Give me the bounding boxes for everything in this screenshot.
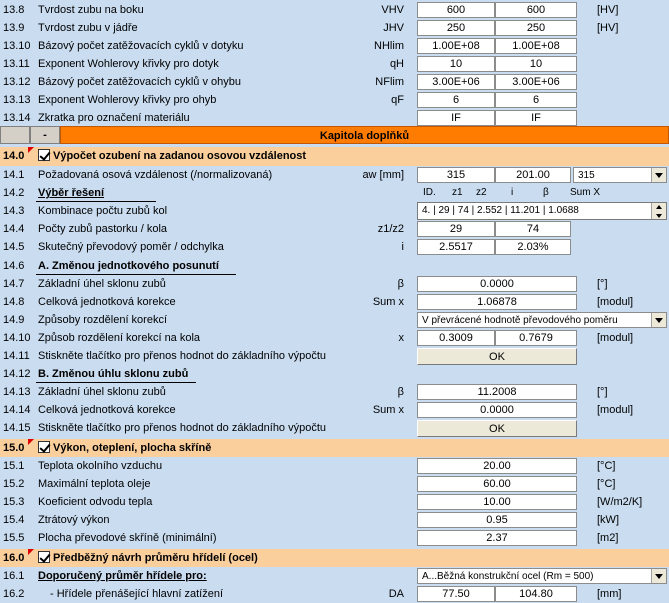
chapter-collapse-button[interactable]: - xyxy=(30,126,60,144)
row-unit: [°] xyxy=(597,386,608,398)
total-correction-value: 1.06878 xyxy=(417,294,577,310)
row-symbol: qF xyxy=(391,94,404,106)
row-number: 15.5 xyxy=(3,532,25,544)
row-14-4 xyxy=(0,220,669,238)
row-symbol: qH xyxy=(389,58,404,70)
row-description: Bázový počet zatěžovacích cyklů v dotyku xyxy=(38,40,244,52)
row-symbol xyxy=(330,109,406,127)
row-symbol: DA xyxy=(388,588,404,600)
list-header-beta: β xyxy=(543,187,549,198)
table-row xyxy=(0,493,669,511)
chevron-down-icon[interactable] xyxy=(651,569,666,583)
listbox-scrollbar[interactable] xyxy=(651,203,666,219)
row-description: Stiskněte tlačítko pro přenos hodnot do základního výpočtu xyxy=(38,422,327,434)
row-number: 14.5 xyxy=(3,241,25,253)
table-row xyxy=(0,1,669,19)
chapter-title: Kapitola doplňků xyxy=(60,126,669,144)
total-correction-b-value: 0.0000 xyxy=(417,402,577,418)
table-row xyxy=(0,91,669,109)
row-description: Plocha převodové skříně (minimální) xyxy=(38,532,217,544)
table-row xyxy=(0,55,669,73)
row-symbol: Sum x xyxy=(372,296,404,308)
teeth-pinion-value: 29 xyxy=(417,221,495,237)
axis-distance-input[interactable]: 315 xyxy=(417,167,495,183)
row-unit: [m2] xyxy=(597,532,619,544)
teeth-gear-value: 74 xyxy=(495,221,571,237)
list-header-id: ID. xyxy=(423,187,436,198)
table-row xyxy=(0,109,669,127)
row-number: 15.3 xyxy=(3,496,25,508)
value-field: 2.37 xyxy=(417,530,577,546)
chevron-down-icon[interactable] xyxy=(651,168,666,182)
row-unit: [W/m2/K] xyxy=(597,496,643,508)
row-symbol: β xyxy=(397,386,404,398)
row-symbol: VHV xyxy=(381,4,404,16)
row-number: 13.10 xyxy=(3,40,31,52)
row-unit: [kW] xyxy=(597,514,619,526)
helix-angle-value: 0.0000 xyxy=(417,276,577,292)
row-number: 14.12 xyxy=(3,368,31,380)
row-16-1 xyxy=(0,567,669,585)
row-14-3 xyxy=(0,202,669,220)
row-symbol: i xyxy=(401,241,404,253)
comment-marker-icon xyxy=(28,439,34,445)
section-16-checkbox[interactable] xyxy=(38,551,50,563)
row-number: 14.6 xyxy=(3,260,25,272)
section-title: Předběžný návrh průměru hřídelí (ocel) xyxy=(36,549,366,567)
comment-marker-icon xyxy=(28,147,34,153)
row-number: 13.12 xyxy=(3,76,31,88)
row-unit: [°C] xyxy=(597,478,616,490)
row-description: Teplota okolního vzduchu xyxy=(38,460,163,472)
pinion-value[interactable]: 10 xyxy=(417,56,495,72)
row-14-7 xyxy=(0,275,669,293)
row-description: Koeficient odvodu tepla xyxy=(38,496,153,508)
row-description: Doporučený průměr hřídele pro: xyxy=(38,570,207,582)
row-14-13 xyxy=(0,383,669,401)
comment-marker-icon xyxy=(28,549,34,555)
row-number: 14.13 xyxy=(3,386,31,398)
row-16-2 xyxy=(0,585,669,603)
row-symbol: NHlim xyxy=(374,40,404,52)
chapter-bar xyxy=(0,126,669,144)
table-row xyxy=(0,73,669,91)
value-field: 0.95 xyxy=(417,512,577,528)
row-description: Kombinace počtu zubů kol xyxy=(38,205,168,217)
row-number: 14.4 xyxy=(3,223,25,235)
row-14-14 xyxy=(0,401,669,419)
row-14-2 xyxy=(0,184,669,202)
row-symbol: x xyxy=(398,332,404,344)
helix-angle-b-value: 11.2008 xyxy=(417,384,577,400)
row-number: 14.10 xyxy=(3,332,31,344)
row-number: 13.9 xyxy=(3,22,25,34)
row-number: 15.4 xyxy=(3,514,25,526)
row-14-9 xyxy=(0,311,669,329)
row-unit: [HV] xyxy=(597,4,619,16)
pinion-value[interactable]: 6 xyxy=(417,92,495,108)
row-description: Celková jednotková korekce xyxy=(38,404,176,416)
pinion-value[interactable]: 3.00E+06 xyxy=(417,74,495,90)
section-14-checkbox[interactable] xyxy=(38,149,50,161)
gear-value[interactable]: IF xyxy=(495,110,577,126)
deviation-value: 2.03% xyxy=(495,239,571,255)
row-unit xyxy=(595,73,669,91)
row-unit xyxy=(595,91,669,109)
list-header-i: i xyxy=(511,187,514,198)
row-number: 14.8 xyxy=(3,296,25,308)
gear-value[interactable]: 6 xyxy=(495,92,577,108)
axis-distance-combo[interactable]: 315 xyxy=(573,167,667,183)
row-unit: [modul] xyxy=(597,332,634,344)
ok-button-a[interactable]: OK xyxy=(417,348,577,365)
row-unit: [modul] xyxy=(597,404,634,416)
row-14-8 xyxy=(0,293,669,311)
shaft-diameter-2: 104.80 xyxy=(495,586,577,602)
row-symbol: NFlim xyxy=(375,76,404,88)
shaft-diameter-1: 77.50 xyxy=(417,586,495,602)
gear-value[interactable]: 250 xyxy=(495,20,577,36)
section-15-header xyxy=(0,439,669,457)
row-number: 14.3 xyxy=(3,205,25,217)
row-number: 15.2 xyxy=(3,478,25,490)
table-row xyxy=(0,19,669,37)
table-row xyxy=(0,475,669,493)
row-14-15 xyxy=(0,419,669,437)
correction-x2-value: 0.7679 xyxy=(495,330,577,346)
gear-value[interactable]: 600 xyxy=(495,2,577,18)
row-number: 14.11 xyxy=(3,350,30,362)
row-description: Způsob rozdělení korekcí na kola xyxy=(38,332,201,344)
section-number: 16.0 xyxy=(3,552,25,564)
subsection-title: B. Změnou úhlu sklonu zubů xyxy=(38,368,189,380)
section-16-header xyxy=(0,549,669,567)
steel-type-combo[interactable]: A...Běžná konstrukční ocel (Rm = 500) xyxy=(417,568,667,584)
row-description: Exponent Wohlerovy křivky pro dotyk xyxy=(38,58,219,70)
value-field[interactable]: 10.00 xyxy=(417,494,577,510)
row-description: Požadovaná osová vzdálenost (/normalizovaná) xyxy=(38,169,273,181)
value-field[interactable]: 60.00 xyxy=(417,476,577,492)
row-number: 16.2 xyxy=(3,588,25,600)
row-symbol: z1/z2 xyxy=(377,223,404,235)
row-description: Základní úhel sklonu zubů xyxy=(38,386,166,398)
row-description: Tvrdost zubu v jádře xyxy=(38,22,138,34)
row-symbol: β xyxy=(397,278,404,290)
row-number: 14.15 xyxy=(3,422,31,434)
table-row xyxy=(0,511,669,529)
row-number: 13.14 xyxy=(3,112,31,124)
list-header-z1: z1 xyxy=(452,187,463,198)
table-row xyxy=(0,457,669,475)
row-description: Maximální teplota oleje xyxy=(38,478,151,490)
row-description: Způsoby rozdělení korekcí xyxy=(38,314,168,326)
row-number: 14.1 xyxy=(3,169,25,181)
section-number: 14.0 xyxy=(3,150,25,162)
row-unit xyxy=(595,37,669,55)
section-14-header xyxy=(0,147,669,166)
row-14-11 xyxy=(0,347,669,365)
table-row xyxy=(0,529,669,547)
axis-distance-normalized: 201.00 xyxy=(495,167,571,183)
section-title: Výkon, oteplení, plocha skříně xyxy=(36,439,366,457)
row-unit: [mm] xyxy=(597,588,622,600)
row-number: 13.13 xyxy=(3,94,31,106)
pinion-value[interactable]: 600 xyxy=(417,2,495,18)
row-number: 14.9 xyxy=(3,314,25,326)
gear-value[interactable]: 10 xyxy=(495,56,577,72)
row-description: Celková jednotková korekce xyxy=(38,296,176,308)
row-unit xyxy=(595,55,669,73)
row-number: 16.1 xyxy=(3,570,25,582)
combination-listbox[interactable] xyxy=(417,202,667,220)
row-number: 13.11 xyxy=(3,58,30,70)
table-row xyxy=(0,37,669,55)
row-description: Tvrdost zubu na boku xyxy=(38,4,144,16)
row-number: 15.1 xyxy=(3,460,25,472)
row-number: 14.7 xyxy=(3,278,25,290)
row-14-5 xyxy=(0,238,669,256)
list-header-sumx: Sum X xyxy=(570,187,601,198)
row-14-12 xyxy=(0,365,669,383)
row-description: Stiskněte tlačítko pro přenos hodnot do základního výpočtu xyxy=(38,350,327,362)
value-field[interactable]: 20.00 xyxy=(417,458,577,474)
row-number: 14.14 xyxy=(3,404,31,416)
section-15-checkbox[interactable] xyxy=(38,441,50,453)
pinion-value[interactable]: 1.00E+08 xyxy=(417,38,495,54)
row-description: Počty zubů pastorku / kola xyxy=(38,223,168,235)
row-description: Exponent Wohlerovy křivky pro ohyb xyxy=(38,94,217,106)
row-number: 13.8 xyxy=(3,4,25,16)
section-number: 15.0 xyxy=(3,442,25,454)
row-unit: [°C] xyxy=(597,460,616,472)
chapter-plus-button[interactable] xyxy=(0,126,30,144)
row-description: - Hřídele přenášející hlavní zatížení xyxy=(50,588,224,600)
row-symbol: aw [mm] xyxy=(362,169,404,181)
row-description: Zkratka pro označení materiálu xyxy=(38,112,190,124)
ok-button-b[interactable]: OK xyxy=(417,420,577,437)
row-unit xyxy=(595,109,669,127)
section-title: Výpočet ozubení na zadanou osovou vzdálenost xyxy=(36,147,366,165)
row-symbol: Sum x xyxy=(372,404,404,416)
row-14-6 xyxy=(0,257,669,275)
row-unit: [°] xyxy=(597,278,608,290)
row-description: Bázový počet zatěžovacích cyklů v ohybu xyxy=(38,76,241,88)
row-unit: [HV] xyxy=(597,22,619,34)
row-number: 14.2 xyxy=(3,187,25,199)
row-symbol: JHV xyxy=(383,22,404,34)
correction-x1-value: 0.3009 xyxy=(417,330,495,346)
pinion-value[interactable]: IF xyxy=(417,110,495,126)
list-header-z2: z2 xyxy=(476,187,487,198)
row-unit: [modul] xyxy=(597,296,634,308)
correction-method-combo[interactable]: V převrácené hodnotě převodového poměru xyxy=(417,312,667,328)
chevron-down-icon[interactable] xyxy=(651,313,666,327)
scroll-down-icon[interactable] xyxy=(652,212,666,219)
ratio-value: 2.5517 xyxy=(417,239,495,255)
gear-value[interactable]: 1.00E+08 xyxy=(495,38,577,54)
row-14-1 xyxy=(0,166,669,184)
scroll-up-icon[interactable] xyxy=(652,203,666,210)
row-description: Ztrátový výkon xyxy=(38,514,110,526)
row-description: Základní úhel sklonu zubů xyxy=(38,278,166,290)
gear-value[interactable]: 3.00E+06 xyxy=(495,74,577,90)
row-description: Skutečný převodový poměr / odchylka xyxy=(38,241,224,253)
list-item[interactable]: 4. | 29 | 74 | 2.552 | 11.201 | 1.0688 xyxy=(422,205,579,216)
subsection-title: A. Změnou jednotkového posunutí xyxy=(38,260,219,272)
pinion-value[interactable]: 250 xyxy=(417,20,495,36)
row-14-10 xyxy=(0,329,669,347)
row-description: Výběr řešení xyxy=(38,187,105,199)
